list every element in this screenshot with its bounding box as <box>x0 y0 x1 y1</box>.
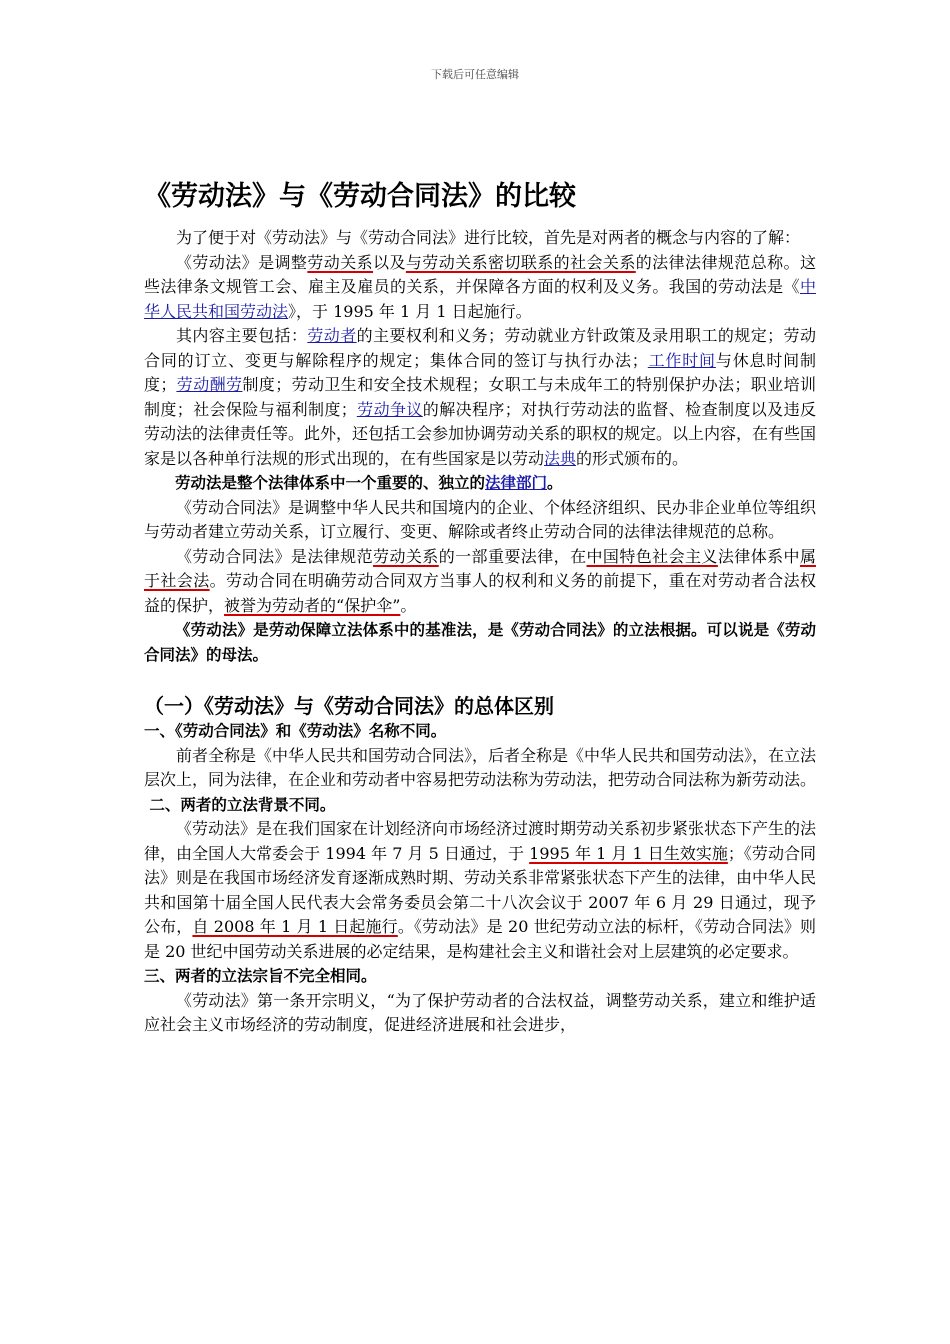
underline-mark: 属于社会法 <box>144 546 816 590</box>
page-title: 《劳动法》与《劳动合同法》的比较 <box>144 181 576 212</box>
contract-law-definition: 《劳动合同法》是调整中华人民共和国境内的企业、个体经济组织、民办非企业单位等组织与劳动者建立劳动关系，订立履行、变更、解除或者终止劳动合同的法律法律规范的总称。 <box>144 497 817 541</box>
link-labor-dispute[interactable]: 劳动争议 <box>356 399 423 419</box>
underline-mark: 劳动关系 <box>373 546 439 566</box>
labor-law-statement: 劳动法是整个法律体系中一个重要的、独立的法律部门。 <box>175 474 563 492</box>
intro-paragraph: 为了便于对《劳动法》与《劳动合同法》进行比较，首先是对两者的概念与内容的了解： <box>176 228 801 247</box>
underline-mark: 劳动关系 <box>307 252 374 272</box>
section-heading: （一）《劳动法》与《劳动合同法》的总体区别 <box>144 694 554 718</box>
labor-law-definition: 《劳动法》是调整劳动关系以及与劳动关系密切联系的社会关系的法律法律规范总称。这些法律条文规管工会、雇主及雇员的关系，并保障各方面的权利及义务。我国的劳动法是《中华人民共和国劳动法》，于 1995 年 1 月 1 日起施行。 <box>144 252 816 321</box>
link-labor-pay[interactable]: 劳动酬劳 <box>176 375 243 394</box>
mother-law-statement: 《劳动法》是劳动保障立法体系中的基准法，是《劳动合同法》的立法根据。可以说是《劳动合同法》的母法。 <box>144 621 816 664</box>
underline-mark: 中国特色社会主义 <box>586 546 718 566</box>
link-labor-law[interactable]: 中华人民共和国劳动法 <box>144 277 816 321</box>
labor-law-content: 其内容主要包括：劳动者的主要权利和义务；劳动就业方针政策及录用职工的规定；劳动合同的订立、变更与解除程序的规定；集体合同的签订与执行办法；工作时间与休息时间制度；劳动酬劳制度；劳动卫生和安全技术规程；女职工与未成年工的特别保护办法；职业培训制度；社会保险与福利制度；劳动争议的解决程序；对执行劳动法的监督、检查制度以及违反劳动法的法律责任等。此外，还包括工会参加协调劳动关系的职权的规定。以上内容，在有些国家是以各种单行法规的形式出现的，在有些国家是以劳动法典的形式颁布的。 <box>144 326 817 468</box>
link-working-hours[interactable]: 工作时间 <box>647 350 716 370</box>
header-note: 下载后可任意编辑 <box>431 68 519 81</box>
subheading-1: 一、《劳动合同法》和《劳动法》名称不同。 <box>144 722 447 740</box>
underline-mark: 与劳动关系密切联系的社会关系 <box>405 252 636 272</box>
link-code[interactable]: 法典 <box>544 448 577 468</box>
background-difference: 《劳动法》是在我们国家在计划经济向市场经济过渡时期劳动关系初步紧张状态下产生的法律，由全国人大常委会于 1994 年 7 月 5 日通过，于 1995 年 1 月 1 日生效实施；《劳动合同法》则是在我国市场经济发育逐渐成熟时期、劳动关系非常紧张状态下产生的法律，由中华人民共和国第十届全国人民代表大会常务委员会第二十八次会议于 2007 年 6 月 29 日通过，现予公布，自 2008 年 1 月 1 日起施行。《劳动法》是 20 世纪劳动立法的标杆，《劳动合同法》则是 20 世纪中国劳动关系进展的必定结果，是构建社会主义和谐社会对上层建筑的必定要求。 <box>144 819 817 961</box>
link-legal-department[interactable]: 法律部门 <box>485 474 548 492</box>
subheading-2: 二、两者的立法背景不同。 <box>144 795 336 814</box>
name-difference: 前者全称是《中华人民共和国劳动合同法》，后者全称是《中华人民共和国劳动法》，在立法层次上，同为法律，在企业和劳动者中容易把劳动法称为劳动法，把劳动合同法称为新劳动法。 <box>144 745 817 789</box>
underline-mark: 自 2008 年 1 月 1 日起施行 <box>192 917 398 936</box>
document-body <box>144 178 816 1038</box>
subheading-3: 三、两者的立法宗旨不完全相同。 <box>144 967 377 985</box>
contract-law-role: 《劳动合同法》是法律规范劳动关系的一部重要法律，在中国特色社会主义法律体系中属于社会法。劳动合同在明确劳动合同双方当事人的权利和义务的前提下，重在对劳动者合法权益的保护，被誉为劳动者的“保护伞”。 <box>144 546 816 615</box>
underline-mark: 1995 年 1 月 1 日生效实施 <box>529 843 728 863</box>
purpose-difference: 《劳动法》第一条开宗明义，“为了保护劳动者的合法权益，调整劳动关系，建立和维护适应社会主义市场经济的劳动制度，促进经济进展和社会进步， <box>144 990 816 1034</box>
underline-mark: 被誉为劳动者的“保护伞” <box>224 595 401 615</box>
link-laborer[interactable]: 劳动者 <box>307 326 357 345</box>
